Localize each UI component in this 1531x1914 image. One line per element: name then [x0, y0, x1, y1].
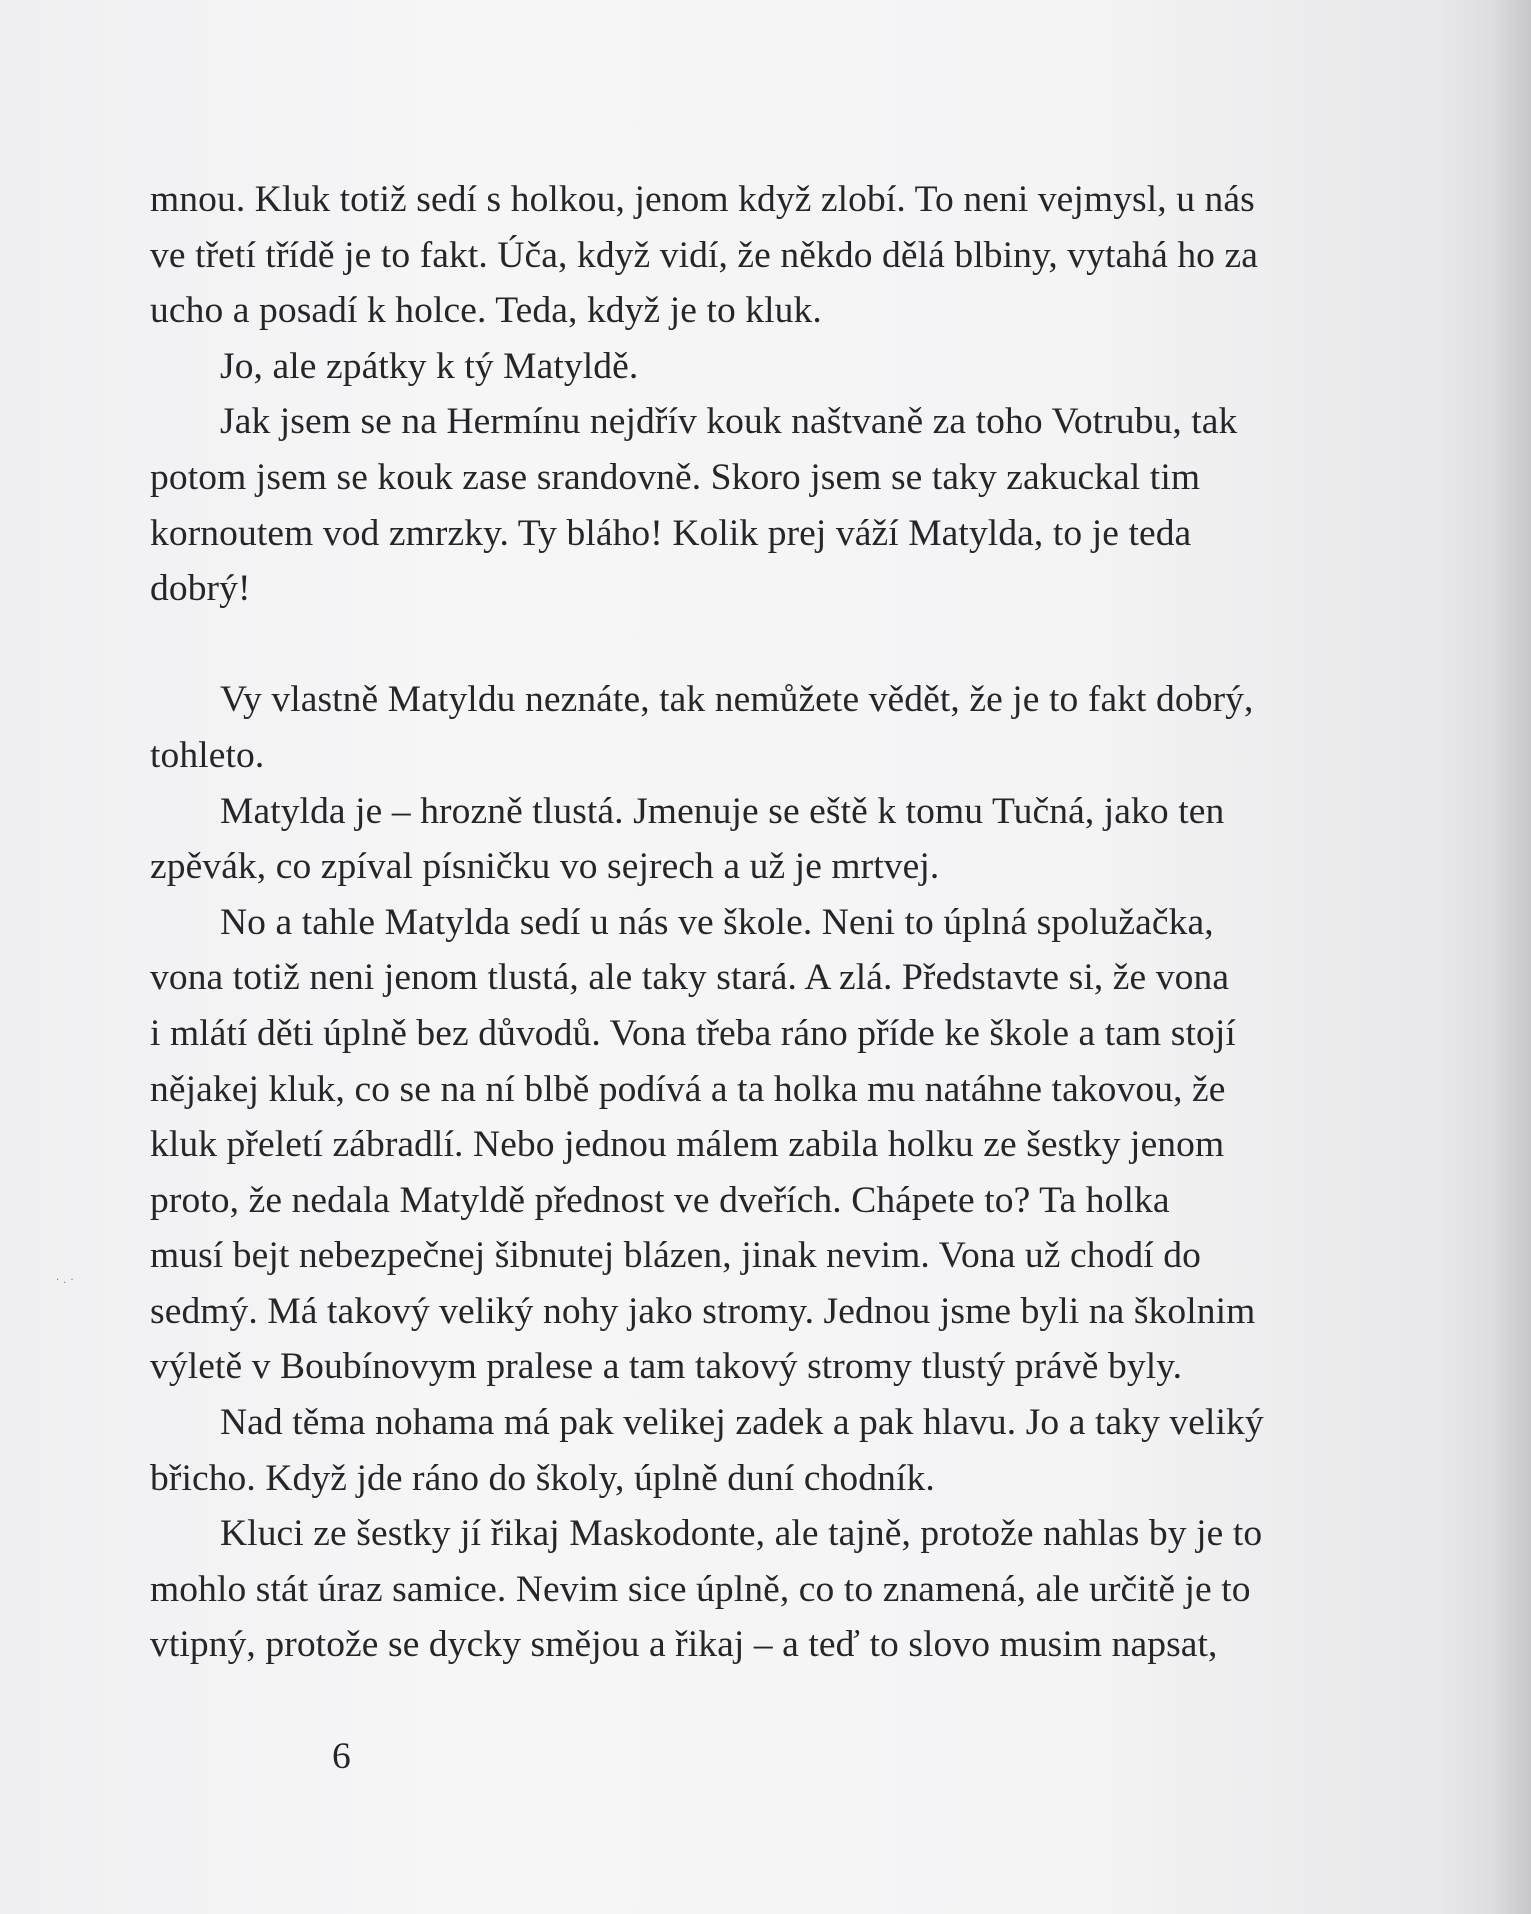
text-line: potom jsem se kouk zase srandovně. Skoro jsem se taky zakuckal tim [150, 456, 1201, 498]
text-line: i mlátí děti úplně bez důvodů. Vona třeba ráno příde ke škole a tam stojí [150, 1012, 1236, 1054]
text-line: dobrý! [150, 568, 251, 610]
paragraph-start-line: Jak jsem se na Hermínu nejdřív kouk naštvaně za toho Votrubu, tak [220, 401, 1238, 443]
paragraph-start-line: Kluci ze šestky jí řikaj Maskodonte, ale tajně, protože nahlas by je to [220, 1513, 1263, 1555]
text-line: nějakej kluk, co se na ní blbě podívá a ta holka mu natáhne takovou, že [150, 1068, 1226, 1110]
text-line: mohlo stát úraz samice. Nevim sice úplně, co to znamená, ale určitě je to [150, 1568, 1251, 1610]
text-line: tohleto. [150, 734, 265, 776]
text-line: vtipný, protože se dycky smějou a řikaj – a teď to slovo musim napsat, [150, 1624, 1218, 1666]
text-line: břicho. Když jde ráno do školy, úplně duní chodník. [150, 1457, 935, 1499]
body-text [150, 172, 1400, 1673]
text-line: výletě v Boubínovym pralese a tam takový stromy tlustý právě byly. [150, 1346, 1183, 1388]
text-line: musí bejt nebezpečnej šibnutej blázen, jinak nevim. Vona už chodí do [150, 1235, 1201, 1277]
text-line: kluk přeletí zábradlí. Nebo jednou málem zabila holku ze šestky jenom [150, 1124, 1225, 1166]
text-line: zpěvák, co zpíval písničku vo sejrech a už je mrtvej. [150, 846, 940, 888]
paragraph-start-line: Jo, ale zpátky k tý Matyldě. [220, 345, 639, 387]
text-line: proto, že nedala Matyldě přednost ve dveřích. Chápete to? Ta holka [150, 1179, 1170, 1221]
paragraph-start-line: Matylda je – hrozně tlustá. Jmenuje se eště k tomu Tučná, jako ten [220, 790, 1225, 832]
text-line: sedmý. Má takový veliký nohy jako stromy. Jednou jsme byli na školnim [150, 1290, 1256, 1332]
paragraph-start-line: Vy vlastně Matyldu neznáte, tak nemůžete vědět, že je to fakt dobrý, [220, 679, 1254, 721]
paragraph-start-line: Nad těma nohama má pak velikej zadek a pak hlavu. Jo a taky veliký [220, 1402, 1264, 1444]
text-line: ucho a posadí k holce. Teda, když je to kluk. [150, 290, 822, 332]
text-line: mnou. Kluk totiž sedí s holkou, jenom když zlobí. To neni vejmysl, u nás [150, 179, 1255, 220]
text-line: ve třetí třídě je to fakt. Úča, když vidí, že někdo dělá blbiny, vytahá ho za [150, 234, 1258, 276]
paragraph-start-line: No a tahle Matylda sedí u nás ve škole. Neni to úplná spolužačka, [220, 901, 1214, 943]
text-line: vona totiž neni jenom tlustá, ale taky stará. A zlá. Představte si, že vona [150, 957, 1230, 999]
page-number: 6 [332, 1736, 351, 1777]
paper-speck: ·.· [56, 1275, 78, 1286]
text-line: kornoutem vod zmrzky. Ty bláho! Kolik prej váží Matylda, to je teda [150, 512, 1192, 554]
